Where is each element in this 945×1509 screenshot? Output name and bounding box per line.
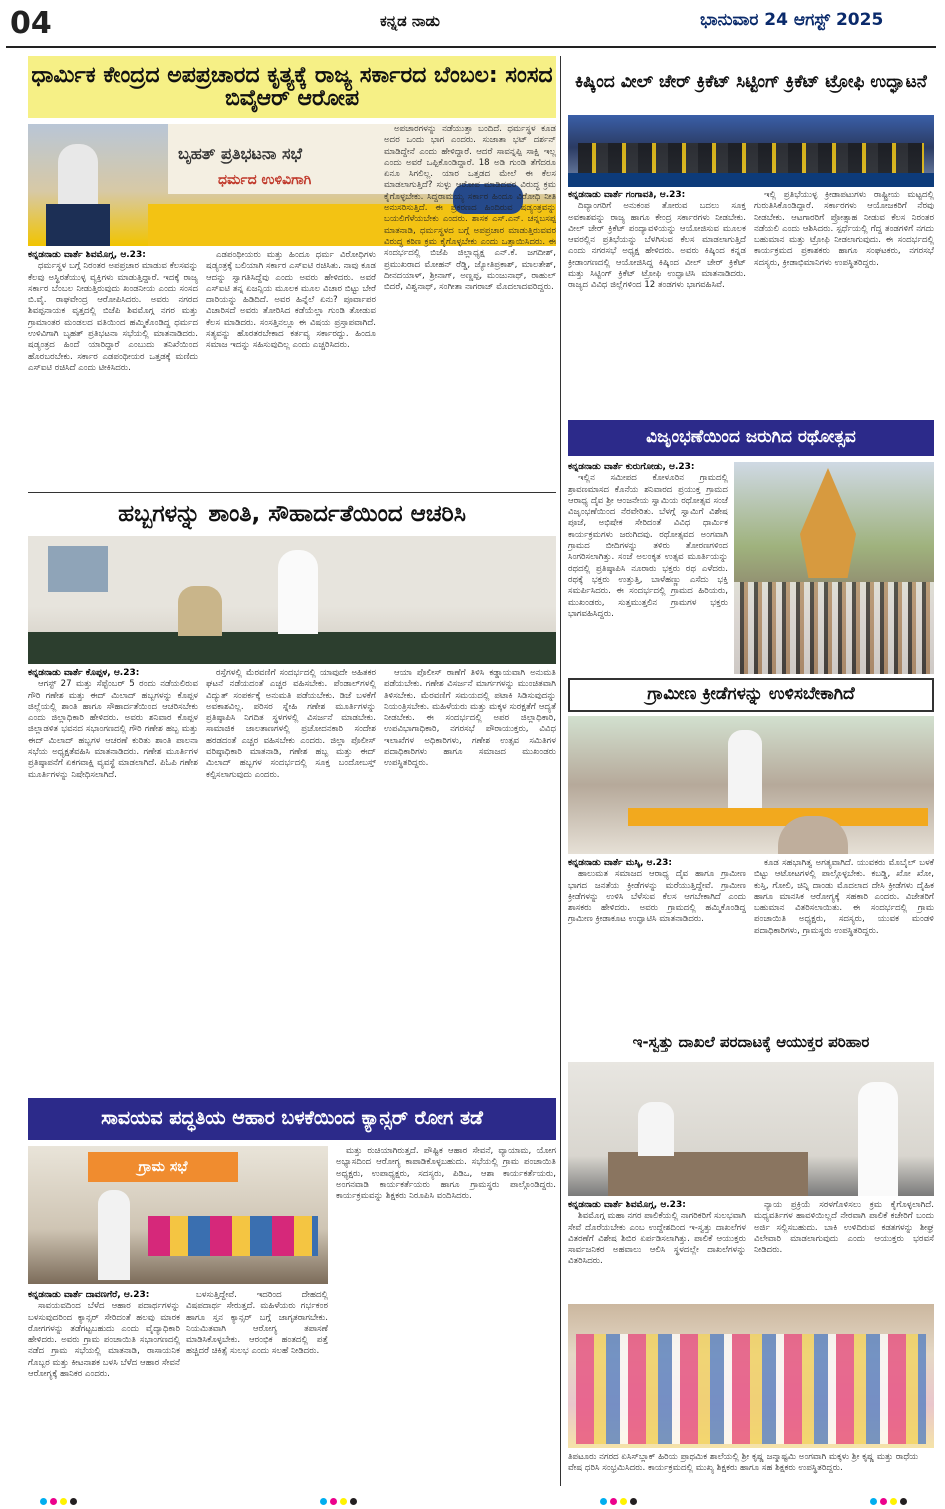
story2-headline-text: ಕಿಷ್ಕಿಂದ ವೀಲ್ ಚೇರ್ ಕ್ರಿಕೆಟ್ ಸಿಟ್ಟಿಂಗ್ ಕ್ರಿಕೆಟ್ ಟ್ರೋಫಿ ಉದ್ಘಾಟನೆ xyxy=(575,72,927,93)
story5-photo xyxy=(568,716,934,854)
story4-headline-text: ಹಬ್ಬಗಳನ್ನು ಶಾಂತಿ, ಸೌಹಾರ್ದತೆಯಿಂದ ಆಚರಿಸಿ xyxy=(118,500,466,527)
column-divider xyxy=(560,56,561,1486)
backdrop-sign: ಬೃಹತ್ ಪ್ರತಿಭಟನಾ ಸಭೆ xyxy=(178,144,303,163)
story5-col1-text: ಹಾಲುಮತ ಸಮಾಜದ ಆರಾಧ್ಯ ದೈವ ಹಾಗೂ ಗ್ರಾಮೀಣ ಭಾಗದ ಜನತೆಯ ಕ್ರೀಡೆಗಳನ್ನು ಮರೆಯುತ್ತಿದ್ದೇವೆ. ಗ್ರಾಮೀಣ ಕ್ರೀಡೆಗಳನ್ನು ಉಳಿಸಿ ಬೆಳೆಸುವ ಕೆಲಸ ಆಗಬೇಕಾಗಿದೆ ಎಂದು ಶಾಸಕರು ಹೇಳಿದರು. ಅವರು ಗ್ರಾಮದಲ್ಲಿ ಹಮ್ಮಿಕೊಂಡಿದ್ದ ಗ್ರಾಮೀಣ ಕ್ರೀಡಾಕೂಟ ಉದ್ಘಾಟಿಸಿ ಮಾತನಾಡಿದರು. xyxy=(568,869,746,925)
story5-column2 xyxy=(754,858,934,1022)
story4-column3 xyxy=(384,668,556,1083)
dateline: ಭಾನುವಾರ 24 ಆಗಸ್ಟ್ 2025 xyxy=(700,10,884,30)
story3-photo xyxy=(734,462,934,674)
story1-col1-text: ಧರ್ಮಸ್ಥಳ ಬಗ್ಗೆ ನಿರಂತರ ಅಪಪ್ರಚಾರ ಮಾಡುವ ಕೆಲಸವನ್ನು ಕೆಲವು ಅಸ್ಥಿರತೆಯುಳ್ಳ ವ್ಯಕ್ತಿಗಳು ಮಾಡುತ್ತಿದ್ದಾರೆ. ಇದಕ್ಕೆ ರಾಜ್ಯ ಸರ್ಕಾರ ಬೆಂಬಲ ನೀಡುತ್ತಿರುವುದು ಖಂಡನೀಯ ಎಂದು ಸಂಸದ ಬಿ.ವೈ. ರಾಘವೇಂದ್ರ ಆರೋಪಿಸಿದರು. ಅವರು ನಗರದ ಶಿವಪ್ಪನಾಯಕ ವೃತ್ತದಲ್ಲಿ ಬಿಜೆಪಿ ಶಿವಮೊಗ್ಗ ನಗರ ಮತ್ತು ಗ್ರಾಮಾಂತರ ಮಂಡಲದ ವತಿಯಿಂದ ಹಮ್ಮಿಕೊಂಡಿದ್ದ ಧರ್ಮದ ಉಳಿವಿಗಾಗಿ ಬೃಹತ್ ಪ್ರತಿಭಟನಾ ಸಭೆಯಲ್ಲಿ ಮಾತನಾಡಿದರು. ಷಡ್ಯಂತ್ರದ ಹಿಂದೆ ಯಾರಿದ್ದಾರೆ ಎಂಬುದು ತನಿಖೆಯಿಂದ ಹೊರಬರಬೇಕು. ಸರ್ಕಾರ ಎಡಪಂಥೀಯರ ಒತ್ತಡಕ್ಕೆ ಮಣಿದು ಎಸ್ಐಟಿ ರಚಿಸಿದೆ ಎಂದು ಟೀಕಿಸಿದರು. xyxy=(28,261,198,373)
story6-headline xyxy=(568,1028,934,1058)
story1-byline: ಕನ್ನಡನಾಡು ವಾರ್ತೆ ಶಿವಮೊಗ್ಗ, ಆ.23: xyxy=(28,250,146,260)
team-row xyxy=(578,143,924,177)
visitor-standing xyxy=(858,1082,898,1196)
officials-table xyxy=(28,632,556,664)
crowd xyxy=(734,582,934,674)
story6-col1-text: ಶಿವಮೊಗ್ಗ ಮಹಾ ನಗರ ಪಾಲಿಕೆಯಲ್ಲಿ ನಾಗರಿಕರಿಗೆ ಸುಲಭವಾಗಿ ಸೇವೆ ದೊರೆಯಬೇಕು ಎಂಬ ಉದ್ದೇಶದಿಂದ ಇ-ಸ್ವತ್ತು ದಾಖಲೆಗಳ ವಿತರಣೆಗೆ ವಿಶೇಷ ಶಿಬಿರ ಏರ್ಪಡಿಸಲಾಗಿತ್ತು. ಪಾಲಿಕೆ ಆಯುಕ್ತರು ಸಾರ್ವಜನಿಕರ ಅಹವಾಲು ಆಲಿಸಿ ಸ್ಥಳದಲ್ಲೇ ದಾಖಲೆಗಳನ್ನು ವಿತರಿಸಿದರು. xyxy=(568,1211,746,1267)
story4-col3-text: ಆಯಾ ಪೊಲೀಸ್ ಠಾಣೆಗೆ ತಿಳಿಸಿ ಕಡ್ಡಾಯವಾಗಿ ಅನುಮತಿ ಪಡೆಯಬೇಕು. ಗಣೇಶ ವಿಸರ್ಜನೆ ಮಾರ್ಗಗಳನ್ನು ಮುಂಚಿತವಾಗಿ ತಿಳಿಸಬೇಕು. ಮೆರವಣಿಗೆ ಸಮಯದಲ್ಲಿ ಪಟಾಕಿ ಸಿಡಿಸುವುದನ್ನು ನಿಯಂತ್ರಿಸಬೇಕು. ಮಹಿಳೆಯರು ಮತ್ತು ಮಕ್ಕಳ ಸುರಕ್ಷತೆಗೆ ಆದ್ಯತೆ ನೀಡಬೇಕು. ಈ ಸಂದರ್ಭದಲ್ಲಿ ಅಪರ ಜಿಲ್ಲಾಧಿಕಾರಿ, ಉಪವಿಭಾಗಾಧಿಕಾರಿ, ನಗರಸಭೆ ಪೌರಾಯುಕ್ತರು, ವಿವಿಧ ಇಲಾಖೆಗಳ ಅಧಿಕಾರಿಗಳು, ಗಣೇಶ ಉತ್ಸವ ಸಮಿತಿಗಳ ಪದಾಧಿಕಾರಿಗಳು ಹಾಗೂ ಸಮಾಜದ ಮುಖಂಡರು ಉಪಸ್ಥಿತರಿದ್ದರು. xyxy=(384,668,556,769)
front-row-chairs xyxy=(568,173,934,187)
black-dot xyxy=(630,1498,637,1505)
magenta-dot xyxy=(50,1498,57,1505)
yellow-dot xyxy=(890,1498,897,1505)
story7-col3-text: ಮತ್ತು ರುಚಿಯಾಗಿರುತ್ತದೆ. ಪೌಷ್ಟಿಕ ಆಹಾರ ಸೇವನೆ, ವ್ಯಾಯಾಮ, ಯೋಗ ಅಭ್ಯಾಸದಿಂದ ಆರೋಗ್ಯ ಕಾಪಾಡಿಕೊಳ್ಳಬಹುದು. ಸಭೆಯಲ್ಲಿ ಗ್ರಾಮ ಪಂಚಾಯಿತಿ ಅಧ್ಯಕ್ಷರು, ಉಪಾಧ್ಯಕ್ಷರು, ಸದಸ್ಯರು, ಪಿಡಿಒ, ಆಶಾ ಕಾರ್ಯಕರ್ತೆಯರು, ಅಂಗನವಾಡಿ ಕಾರ್ಯಕರ್ತೆಯರು ಹಾಗೂ ಗ್ರಾಮಸ್ಥರು ಪಾಲ್ಗೊಂಡಿದ್ದರು. ಕಾರ್ಯಕ್ರಮವನ್ನು ಶಿಕ್ಷಕರು ನಿರೂಪಿಸಿ ವಂದಿಸಿದರು. xyxy=(336,1146,556,1202)
story1-column1 xyxy=(28,250,198,488)
speaking-official xyxy=(278,550,318,634)
yellow-dot xyxy=(340,1498,347,1505)
footer-color-marks-mid xyxy=(320,1490,360,1509)
footer-color-marks-mid2 xyxy=(600,1490,640,1509)
story2-headline xyxy=(568,54,934,112)
story1-headline xyxy=(28,56,556,118)
story6-byline: ಕನ್ನಡನಾಡು ವಾರ್ತೆ ಶಿವಮೊಗ್ಗ, ಆ.23: xyxy=(568,1200,686,1210)
story7-col1-text: ಸಾವಯವದಿಂದ ಬೆಳೆದ ಆಹಾರ ಪದಾರ್ಥಗಳನ್ನು ಬಳಸುವುದರಿಂದ ಕ್ಯಾನ್ಸರ್ ಸೇರಿದಂತೆ ಹಲವು ಮಾರಕ ರೋಗಗಳನ್ನು ತಡೆಗಟ್ಟಬಹುದು ಎಂದು ವೈದ್ಯಾಧಿಕಾರಿ ಹೇಳಿದರು. ಅವರು ಗ್ರಾಮ ಪಂಚಾಯಿತಿ ಸಭಾಂಗಣದಲ್ಲಿ ನಡೆದ ಗ್ರಾಮ ಸಭೆಯಲ್ಲಿ ಮಾತನಾಡಿ, ರಾಸಾಯನಿಕ ಗೊಬ್ಬರ ಮತ್ತು ಕೀಟನಾಶಕ ಬಳಸಿ ಬೆಳೆದ ಆಹಾರ ಸೇವನೆ ಆರೋಗ್ಯಕ್ಕೆ ಹಾನಿಕರ ಎಂದರು. xyxy=(28,1301,180,1380)
story1-headline-text: ಧಾರ್ಮಿಕ ಕೇಂದ್ರದ ಅಪಪ್ರಚಾರದ ಕೃತ್ಯಕ್ಕೆ ರಾಜ್ಯ ಸರ್ಕಾರದ ಬೆಂಬಲ: ಸಂಸದ ಬಿವೈಆರ್ ಆರೋಪ xyxy=(31,62,553,111)
story4-column2 xyxy=(206,668,376,1083)
story3-headline xyxy=(568,420,934,456)
story4-col1-text: ಆಗಸ್ಟ್ 27 ಮತ್ತು ಸೆಪ್ಟೆಂಬರ್ 5 ರಂದು ನಡೆಯಲಿರುವ ಗೌರಿ ಗಣೇಶ ಮತ್ತು ಈದ್ ಮಿಲಾದ್ ಹಬ್ಬಗಳನ್ನು ಕೊಪ್ಪಳ ಜಿಲ್ಲೆಯಲ್ಲಿ ಶಾಂತಿ ಹಾಗೂ ಸೌಹಾರ್ದತೆಯಿಂದ ಆಚರಿಸಬೇಕು ಎಂದು ಜಿಲ್ಲಾಧಿಕಾರಿ ಹೇಳಿದರು. ಅವರು ಶನಿವಾರ ಕೊಪ್ಪಳ ಜಿಲ್ಲಾಡಳಿತ ಭವನದ ಸಭಾಂಗಣದಲ್ಲಿ ಗೌರಿ ಗಣೇಶ ಹಬ್ಬ ಮತ್ತು ಈದ್ ಮಿಲಾದ್ ಹಬ್ಬಗಳ ಆಚರಣೆ ಕುರಿತು ಶಾಂತಿ ಪಾಲನಾ ಸಭೆಯ ಅಧ್ಯಕ್ಷತೆವಹಿಸಿ ಮಾತನಾಡಿದರು. ಗಣೇಶ ಮೂರ್ತಿಗಳ ಪ್ರತಿಷ್ಠಾಪನೆಗೆ ಏಕಗವಾಕ್ಷಿ ವ್ಯವಸ್ಥೆ ಮಾಡಲಾಗಿದೆ. ಪಿಓಪಿ ಗಣೇಶ ಮೂರ್ತಿಗಳನ್ನು ನಿಷೇಧಿಸಲಾಗಿದೆ. xyxy=(28,679,198,780)
story6-col2-text: ನ್ಯಾಯ ಪ್ರಕ್ರಿಯೆ ಸರಳಗೊಳಿಸಲು ಕ್ರಮ ಕೈಗೊಳ್ಳಲಾಗಿದೆ. ಮಧ್ಯವರ್ತಿಗಳ ಹಾವಳಿಯಿಲ್ಲದೆ ನೇರವಾಗಿ ಪಾಲಿಕೆ ಕಚೇರಿಗೆ ಬಂದು ಅರ್ಜಿ ಸಲ್ಲಿಸಬಹುದು. ಬಾಕಿ ಉಳಿದಿರುವ ಕಡತಗಳನ್ನು ಶೀಘ್ರ ವಿಲೇವಾರಿ ಮಾಡಲಾಗುವುದು ಎಂದು ಆಯುಕ್ತರು ಭರವಸೆ ನೀಡಿದರು. xyxy=(754,1200,934,1256)
banner-sign: ಗ್ರಾಮ ಸಭೆ xyxy=(88,1152,238,1182)
story5-headline xyxy=(568,678,934,712)
story2-column2 xyxy=(754,190,934,415)
story2-byline: ಕನ್ನಡನಾಡು ವಾರ್ತೆ ಗಂಗಾವತಿ, ಆ.23: xyxy=(568,190,686,200)
section-rule xyxy=(28,492,556,493)
story4-headline xyxy=(28,496,556,532)
story2-column1 xyxy=(568,190,746,415)
window xyxy=(48,546,108,592)
story5-column1 xyxy=(568,858,746,1022)
story5-col2-text: ಕೂಡ ಸಹಭಾಗಿತ್ವ ಅಗತ್ಯವಾಗಿದೆ. ಯುವಕರು ಮೊಬೈಲ್ ಬಳಕೆ ಬಿಟ್ಟು ಆಟೋಟಗಳಲ್ಲಿ ಪಾಲ್ಗೊಳ್ಳಬೇಕು. ಕಬಡ್ಡಿ, ಖೋ ಖೋ, ಕುಸ್ತಿ, ಗೋಲಿ, ಚಿನ್ನಿ ದಾಂಡು ಮೊದಲಾದ ದೇಸಿ ಕ್ರೀಡೆಗಳು ದೈಹಿಕ ಹಾಗೂ ಮಾನಸಿಕ ಆರೋಗ್ಯಕ್ಕೆ ಸಹಕಾರಿ ಎಂದರು. ವಿಜೇತರಿಗೆ ಬಹುಮಾನ ವಿತರಿಸಲಾಯಿತು. ಈ ಸಂದರ್ಭದಲ್ಲಿ ಗ್ರಾಮ ಪಂಚಾಯಿತಿ ಅಧ್ಯಕ್ಷರು, ಸದಸ್ಯರು, ಯುವಕ ಮಂಡಳಿ ಪದಾಧಿಕಾರಿಗಳು, ಗ್ರಾಮಸ್ಥರು ಉಪಸ್ಥಿತರಿದ್ದರು. xyxy=(754,858,934,936)
cyan-dot xyxy=(600,1498,607,1505)
header-rule xyxy=(6,46,936,48)
podium xyxy=(46,204,110,246)
story4-col2-text: ರಸ್ತೆಗಳಲ್ಲಿ ಮೆರವಣಿಗೆ ಸಂದರ್ಭದಲ್ಲಿ ಯಾವುದೇ ಅಹಿತಕರ ಘಟನೆ ನಡೆಯದಂತೆ ಎಚ್ಚರ ವಹಿಸಬೇಕು. ಪೆಂಡಾಲ್‌ಗಳಲ್ಲಿ ವಿದ್ಯುತ್ ಸಂಪರ್ಕಕ್ಕೆ ಅನುಮತಿ ಪಡೆಯಬೇಕು. ಡಿಜೆ ಬಳಕೆಗೆ ಅವಕಾಶವಿಲ್ಲ. ಪರಿಸರ ಸ್ನೇಹಿ ಗಣೇಶ ಮೂರ್ತಿಗಳನ್ನು ಪ್ರತಿಷ್ಠಾಪಿಸಿ ನಿಗದಿತ ಸ್ಥಳಗಳಲ್ಲಿ ವಿಸರ್ಜನೆ ಮಾಡಬೇಕು. ಸಾಮಾಜಿಕ ಜಾಲತಾಣಗಳಲ್ಲಿ ಪ್ರಚೋದನಕಾರಿ ಸಂದೇಶ ಹರಡದಂತೆ ಎಚ್ಚರ ವಹಿಸಬೇಕು ಎಂದರು. ಜಿಲ್ಲಾ ಪೊಲೀಸ್ ವರಿಷ್ಠಾಧಿಕಾರಿ ಮಾತನಾಡಿ, ಗಣೇಶ ಹಬ್ಬ ಮತ್ತು ಈದ್ ಮಿಲಾದ್ ಹಬ್ಬಗಳ ಸಂದರ್ಭದಲ್ಲಿ ಸೂಕ್ತ ಬಂದೋಬಸ್ತ್ ಕಲ್ಪಿಸಲಾಗುವುದು ಎಂದರು. xyxy=(206,668,376,780)
police-officer xyxy=(178,586,222,636)
magenta-dot xyxy=(610,1498,617,1505)
black-dot xyxy=(70,1498,77,1505)
story7-photo xyxy=(28,1146,328,1284)
story1-col2-text: ಎಡಪಂಥೀಯರು ಮತ್ತು ಹಿಂದೂ ಧರ್ಮ ವಿರೋಧಿಗಳು ಷಡ್ಯಂತ್ರಕ್ಕೆ ಬಲಿಯಾಗಿ ಸರ್ಕಾರ ಎಸ್ಐಟಿ ರಚಿಸಿತು. ನಾವು ಕೂಡ ಆದನ್ನು ಸ್ವಾಗತಿಸಿದ್ದೆವು ಎಂದು ಅವರು ಹೇಳಿದರು. ಅವರೆ ಎಸ್ಐಟಿ ತನ್ನ ಏಜನ್ಸಿಯ ಮೂಲಕ ಮೂಲ ವಿಚಾರ ಬಿಟ್ಟು ಬೇರೆ ದಾರಿಯನ್ನು ಹಿಡಿದಿದೆ. ಅವರ ಹಿನ್ನೆಲೆ ಏನು? ಪೂರ್ವಾಪರ ವಿಚಾರಿಸದೆ ಅವರು ತೋರಿಸಿದ ಕಡೆಯೆಲ್ಲಾ ಗುಂಡಿ ತೋಡುವ ಕೆಲಸ ಮಾಡಿದರು. ಸಂಸತ್ತಿನಲ್ಲೂ ಈ ವಿಷಯ ಪ್ರಸ್ತಾಪವಾಗಿದೆ. ಸತ್ಯವನ್ನು ಹೊರತರಬೇಕಾದ ಕರ್ತವ್ಯ ಸರ್ಕಾರದ್ದು. ಹಿಂದೂ ಸಮಾಜ ಇದನ್ನು ಸಹಿಸುವುದಿಲ್ಲ ಎಂದು ಎಚ್ಚರಿಸಿದರು. xyxy=(206,250,376,351)
story8-photo xyxy=(568,1304,934,1448)
magenta-dot xyxy=(880,1498,887,1505)
chariot xyxy=(800,468,856,578)
story1-column2 xyxy=(206,250,376,488)
backdrop-sign-red: ಧರ್ಮದ ಉಳಿವಿಗಾಗಿ xyxy=(218,172,312,188)
story4-column1 xyxy=(28,668,198,1083)
story2-col1-text: ದಿವ್ಯಾಂಗರಿಗೆ ಅನುಕಂಪ ತೋರುವ ಬದಲು ಸೂಕ್ತ ಅವಕಾಶವನ್ನು ರಾಜ್ಯ ಹಾಗೂ ಕೇಂದ್ರ ಸರ್ಕಾರಗಳು ನೀಡಬೇಕು. ವೀಲ್ ಚೇರ್ ಕ್ರಿಕೆಟ್ ಪಂದ್ಯಾವಳಿಯನ್ನು ಆಯೋಜಿಸುವ ಮೂಲಕ ಆವರಲ್ಲಿನ ಪ್ರತಿಭೆಯನ್ನು ಬೆಳಗಿಸುವ ಕೆಲಸ ಮಾಡಲಾಗುತ್ತಿದೆ ಎಂದು ನಗರಸಭೆ ಅಧ್ಯಕ್ಷ ಹೇಳಿದರು. ಅವರು ಕಿಷ್ಕಿಂದ ಕನ್ನಡ ಕ್ರೀಡಾಂಗಣದಲ್ಲಿ ಆಯೋಜಿಸಿದ್ದ ಕಿಷ್ಕಿಂದ ವೀಲ್ ಚೇರ್ ಕ್ರಿಕೆಟ್ ಮತ್ತು ಸಿಟ್ಟಿಂಗ್ ಕ್ರಿಕೆಟ್ ಟ್ರೋಫಿ ಉದ್ಘಾಟಿಸಿ ಮಾತನಾಡಿದರು. ರಾಜ್ಯದ ವಿವಿಧ ಜಿಲ್ಲೆಗಳಿಂದ 12 ತಂಡಗಳು ಭಾಗವಹಿಸಿವೆ. xyxy=(568,201,746,291)
footer-color-marks-right xyxy=(870,1490,910,1509)
story7-column2 xyxy=(186,1290,328,1470)
flower-table xyxy=(628,808,928,826)
yellow-dot xyxy=(60,1498,67,1505)
story3-byline: ಕನ್ನಡನಾಡು ವಾರ್ತೆ ಕುರುಗೋಡು, ಆ.23: xyxy=(568,462,695,472)
magenta-dot xyxy=(330,1498,337,1505)
story3-body xyxy=(568,462,728,674)
story6-column2 xyxy=(754,1200,934,1300)
page-number: 04 xyxy=(10,6,52,41)
story1-col3-text: ಅಪಚಾರಗಳನ್ನು ನಡೆಯುತ್ತಾ ಬಂದಿದೆ. ಧರ್ಮಸ್ಥಳ ಕೂಡ ಅದರ ಒಂದು ಭಾಗ ಎಂದರು. ಸುಜಾತಾ ಭಟ್ ದರ್ಶನ್ ಮಾಡಿದ್ದೇನೆ ಎಂದು ಹೇಳಿದ್ದಾರೆ. ಆದರೆ ಸಾವನ್ನಪ್ಪಿ ಸಾಕ್ಷಿ ಇಲ್ಲ ಎಂದು ಅವರೆ ಒಪ್ಪಿಕೊಂಡಿದ್ದಾರೆ. 18 ಅಡಿ ಗುಂಡಿ ತೆಗೆದರೂ ಏನೂ ಸಿಗಲಿಲ್ಲ. ಯಾರ ಒತ್ತಡದ ಮೇಲೆ ಈ ಕೆಲಸ ಮಾಡಲಾಗುತ್ತಿದೆ? ಸುಳ್ಳು ಆರೋಪ ಮಾಡಿದವರ ವಿರುದ್ಧ ಕ್ರಮ ಕೈಗೊಳ್ಳಬೇಕು. ಸಿದ್ದರಾಮಯ್ಯ ಸರ್ಕಾರ ಹಿಂದೂ ವಿರೋಧಿ ನೀತಿ ಅನುಸರಿಸುತ್ತಿದೆ. ಈ ಪ್ರಕರಣದ ಹಿಂದಿರುವ ಷಡ್ಯಂತ್ರವನ್ನು ಬಯಲಿಗೆಳೆಯಬೇಕು ಎಂದರು. ಶಾಸಕ ಎಸ್.ಎನ್. ಚನ್ನಬಸಪ್ಪ ಮಾತನಾಡಿ, ಧರ್ಮಸ್ಥಳದ ಬಗ್ಗೆ ಅಪಪ್ರಚಾರ ಮಾಡುತ್ತಿರುವವರ ವಿರುದ್ಧ ಕಠಿಣ ಕ್ರಮ ಕೈಗೊಳ್ಳಬೇಕು ಎಂದು ಒತ್ತಾಯಿಸಿದರು. ಈ ಸಂದರ್ಭದಲ್ಲಿ ಬಿಜೆಪಿ ಜಿಲ್ಲಾಧ್ಯಕ್ಷ ಎನ್.ಕೆ. ಜಗದೀಶ್, ಪ್ರಮುಖರಾದ ಮೋಹನ್ ರೆಡ್ಡಿ, ಜ್ಯೋತಿಪ್ರಕಾಶ್, ಮಾಲತೇಶ್, ದೀನದಯಾಳ್, ಶ್ರೀನಾಗ್, ಅಣ್ಣಪ್ಪ, ಮಂಜುನಾಥ್, ರಾಹುಲ್ ಬಿದರೆ, ವಿಶ್ವನಾಥ್, ಸಂಗೀತಾ ನಾಗರಾಜ್ ಮೊದಲಾದವರಿದ್ದರು. xyxy=(384,124,556,293)
story2-photo xyxy=(568,115,934,187)
story3-headline-text: ವಿಜೃಂಭಣೆಯಿಂದ ಜರುಗಿದ ರಥೋತ್ಸವ xyxy=(646,427,856,448)
seated-women xyxy=(148,1216,318,1256)
desk xyxy=(608,1152,808,1196)
story7-col2-text: ಬಳಸುತ್ತಿದ್ದೇವೆ. ಇದರಿಂದ ದೇಹದಲ್ಲಿ ವಿಷಪದಾರ್ಥ ಸೇರುತ್ತದೆ. ಮಹಿಳೆಯರು ಗರ್ಭಕಂಠ ಹಾಗೂ ಸ್ತನ ಕ್ಯಾನ್ಸರ್ ಬಗ್ಗೆ ಜಾಗೃತರಾಗಬೇಕು. ನಿಯಮಿತವಾಗಿ ಆರೋಗ್ಯ ತಪಾಸಣೆ ಮಾಡಿಸಿಕೊಳ್ಳಬೇಕು. ಆರಂಭಿಕ ಹಂತದಲ್ಲಿ ಪತ್ತೆ ಹಚ್ಚಿದರೆ ಚಿಕಿತ್ಸೆ ಸುಲಭ ಎಂದು ಸಲಹೆ ನೀಡಿದರು. xyxy=(186,1290,328,1357)
cyan-dot xyxy=(870,1498,877,1505)
officer-seated xyxy=(638,1102,674,1156)
masthead: ಕನ್ನಡ ನಾಡು xyxy=(380,12,440,30)
story7-column1 xyxy=(28,1290,180,1470)
speaker-figure xyxy=(98,1190,130,1280)
story3-body-text: ಇಲ್ಲಿನ ಸಮೀಪದ ಕೋಳೂರಿನ ಗ್ರಾಮದಲ್ಲಿ ಶ್ರಾವಣಮಾಸದ ಕೊನೆಯ ಶನಿವಾರದ ಪ್ರಯುಕ್ತ ಗ್ರಾಮದ ಆರಾಧ್ಯ ದೈವ ಶ್ರೀ ಆಂಜನೇಯ ಸ್ವಾಮಿಯ ರಥೋತ್ಸವ ಸಂಜೆ ವಿಜೃಂಭಣೆಯಿಂದ ನೆರವೇರಿತು. ಬೆಳಗ್ಗೆ ಸ್ವಾಮಿಗೆ ವಿಶೇಷ ಪೂಜೆ, ಅಭಿಷೇಕ ಸೇರಿದಂತೆ ವಿವಿಧ ಧಾರ್ಮಿಕ ಕಾರ್ಯಕ್ರಮಗಳು ಜರುಗಿದವು. ರಥೋತ್ಸವದ ಅಂಗವಾಗಿ ಗ್ರಾಮದ ಬೀದಿಗಳನ್ನು ತಳಿರು ತೋರಣಗಳಿಂದ ಸಿಂಗರಿಸಲಾಗಿತ್ತು. ಸಂಜೆ ಅಲಂಕೃತ ಉತ್ಸವ ಮೂರ್ತಿಯನ್ನು ರಥದಲ್ಲಿ ಪ್ರತಿಷ್ಠಾಪಿಸಿ ನೂರಾರು ಭಕ್ತರು ರಥ ಎಳೆದರು. ರಥಕ್ಕೆ ಭಕ್ತರು ಉತ್ತುತ್ತಿ, ಬಾಳೆಹಣ್ಣು ಎಸೆದು ಭಕ್ತಿ ಸಮರ್ಪಿಸಿದರು. ಈ ಸಂದರ್ಭದಲ್ಲಿ ಗ್ರಾಮದ ಹಿರಿಯರು, ಮುಖಂಡರು, ಸುತ್ತಮುತ್ತಲಿನ ಗ್ರಾಮಗಳ ಭಕ್ತರು ಭಾಗವಹಿಸಿದ್ದರು. xyxy=(568,473,728,619)
story6-column1 xyxy=(568,1200,746,1300)
story7-headline-text: ಸಾವಯವ ಪದ್ಧತಿಯ ಆಹಾರ ಬಳಕೆಯಿಂದ ಕ್ಯಾನ್ಸರ್ ರೋಗ ತಡೆ xyxy=(101,1107,483,1130)
yellow-dot xyxy=(620,1498,627,1505)
black-dot xyxy=(350,1498,357,1505)
cyan-dot xyxy=(320,1498,327,1505)
story7-headline xyxy=(28,1098,556,1140)
footer-color-marks-left xyxy=(40,1490,80,1509)
story2-col2-text: ಇಲ್ಲಿ ಪ್ರತಿಭೆಯುಳ್ಳ ಕ್ರೀಡಾಪಟುಗಳು ರಾಷ್ಟ್ರೀಯ ಮಟ್ಟದಲ್ಲಿ ಗುರುತಿಸಿಕೊಂಡಿದ್ದಾರೆ. ಸರ್ಕಾರಗಳು ಆಯೋಜಕರಿಗೆ ನೆರವು ನೀಡಬೇಕು. ಆಟಗಾರರಿಗೆ ಪ್ರೋತ್ಸಾಹ ನೀಡುವ ಕೆಲಸ ನಿರಂತರ ನಡೆಯಲಿ ಎಂದು ಆಶಿಸಿದರು. ಸ್ಪರ್ಧೆಯಲ್ಲಿ ಗೆದ್ದ ತಂಡಗಳಿಗೆ ನಗದು ಬಹುಮಾನ ಮತ್ತು ಟ್ರೋಫಿ ನೀಡಲಾಗುವುದು. ಈ ಸಂದರ್ಭದಲ್ಲಿ ಕಾರ್ಯಕ್ರಮದ ಪ್ರಕಾಶಕರು ಹಾಗೂ ಸಂಘಟಕರು, ನಗರಸಭೆ ಸದಸ್ಯರು, ಕ್ರೀಡಾಭಿಮಾನಿಗಳು ಉಪಸ್ಥಿತರಿದ್ದರು. xyxy=(754,190,934,268)
story7-column3 xyxy=(336,1146,556,1470)
story8-caption-text: ತಿಪಟೂರು ನಗರದ ಏಸಿಸ್‌ಬ್ಲಾಕ್ ಹಿರಿಯ ಪ್ರಾಥಮಿಕ ಶಾಲೆಯಲ್ಲಿ ಶ್ರೀ ಕೃಷ್ಣ ಜನ್ಮಾಷ್ಟಮಿ ಅಂಗವಾಗಿ ಮಕ್ಕಳು ಶ್ರೀ ಕೃಷ್ಣ ಮತ್ತು ರಾಧೆಯ ವೇಷ ಧರಿಸಿ ಸಂಭ್ರಮಿಸಿದರು. ಕಾರ್ಯಕ್ರಮದಲ್ಲಿ ಮುಖ್ಯ ಶಿಕ್ಷಕರು ಹಾಗೂ ಸಹ ಶಿಕ್ಷಕರು ಉಪಸ್ಥಿತರಿದ್ದರು. xyxy=(568,1452,919,1473)
story6-headline-text: ಇ-ಸ್ವತ್ತು ದಾಖಲೆ ಪರದಾಟಕ್ಕೆ ಆಯುಕ್ತರ ಪರಿಹಾರ xyxy=(632,1033,870,1052)
story6-photo xyxy=(568,1062,934,1196)
children-row xyxy=(576,1334,926,1444)
story1-column3 xyxy=(384,124,556,488)
speaker-figure xyxy=(728,730,762,810)
story5-byline: ಕನ್ನಡನಾಡು ವಾರ್ತೆ ಮಸ್ಕಿ, ಆ.23: xyxy=(568,858,673,868)
cyan-dot xyxy=(40,1498,47,1505)
story5-headline-text: ಗ್ರಾಮೀಣ ಕ್ರೀಡೆಗಳನ್ನು ಉಳಿಸಬೇಕಾಗಿದೆ xyxy=(647,684,855,705)
story4-byline: ಕನ್ನಡನಾಡು ವಾರ್ತೆ ಕೊಪ್ಪಳ, ಆ.23: xyxy=(28,668,140,678)
story4-photo xyxy=(28,536,556,664)
story7-byline: ಕನ್ನಡನಾಡು ವಾರ್ತೆ ದಾವಣಗೆರೆ, ಆ.23: xyxy=(28,1290,150,1300)
story8-caption xyxy=(568,1452,934,1484)
black-dot xyxy=(900,1498,907,1505)
